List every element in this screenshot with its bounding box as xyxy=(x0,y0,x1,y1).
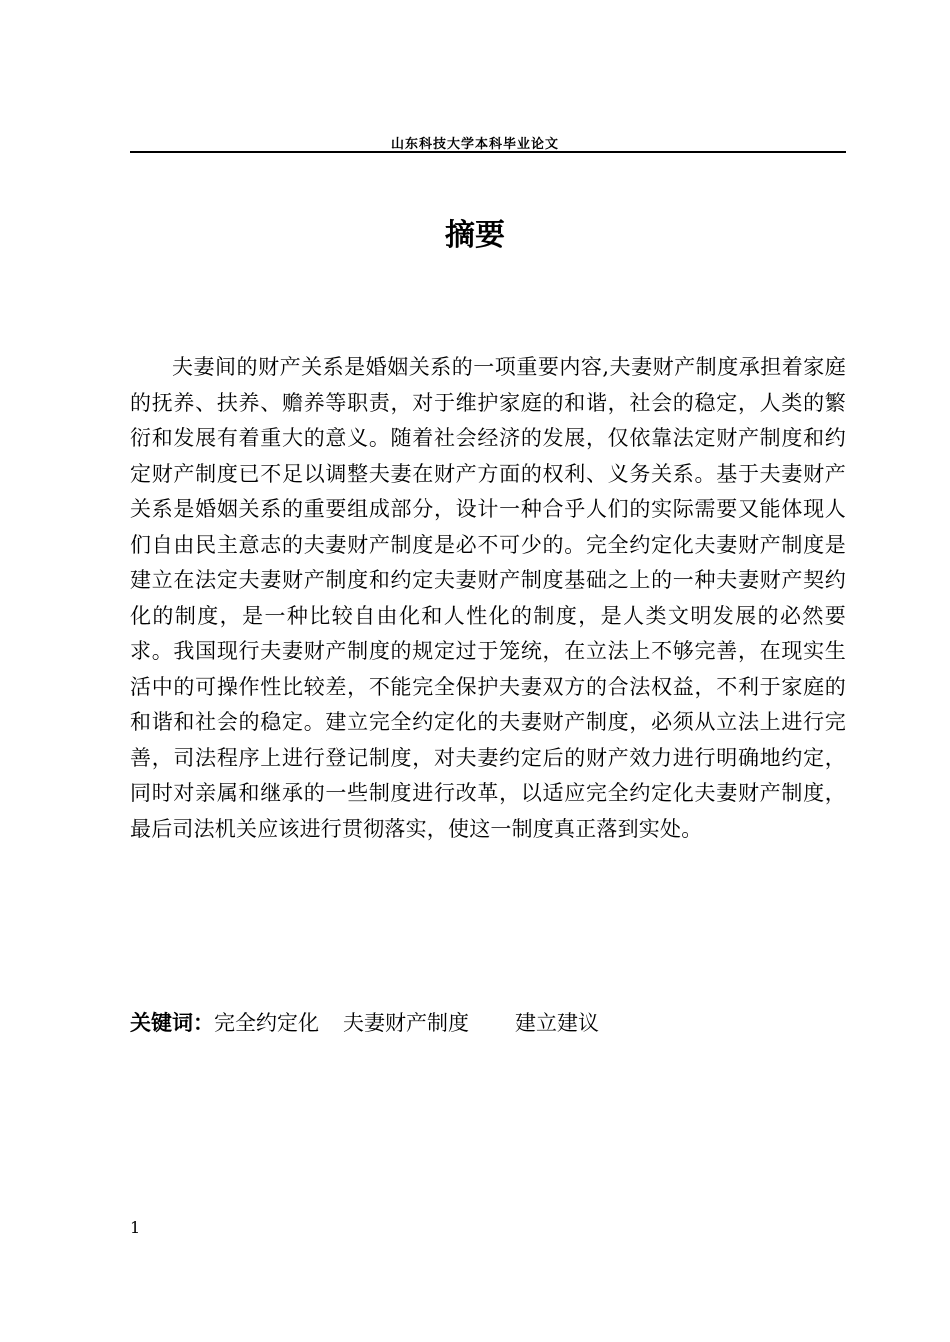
header-rule xyxy=(130,151,846,153)
abstract-body: 夫妻间的财产关系是婚姻关系的一项重要内容,夫妻财产制度承担着家庭的抚养、扶养、赡养等职责，对于维护家庭的和谐，社会的稳定，人类的繁衍和发展有着重大的意义。随着社会经济的发展，仅依靠法定财产制度和约定财产制度已不足以调整夫妻在财产方面的权利、义务关系。基于夫妻财产关系是婚姻关系的重要组成部分，设计一种合乎人们的实际需要又能体现人们自由民主意志的夫妻财产制度是必不可少的。完全约定化夫妻财产制度是建立在法定夫妻财产制度和约定夫妻财产制度基础之上的一种夫妻财产契约化的制度，是一种比较自由化和人性化的制度，是人类文明发展的必然要求。我国现行夫妻财产制度的规定过于笼统，在立法上不够完善，在现实生活中的可操作性比较差，不能完全保护夫妻双方的合法权益，不利于家庭的和谐和社会的稳定。建立完全约定化的夫妻财产制度，必须从立法上进行完善，司法程序上进行登记制度，对夫妻约定后的财产效力进行明确地约定，同时对亲属和继承的一些制度进行改革，以适应完全约定化夫妻财产制度，最后司法机关应该进行贯彻落实，使这一制度真正落到实处。 xyxy=(130,355,846,841)
keywords-line xyxy=(130,1008,599,1038)
page-number: 1 xyxy=(130,1218,141,1237)
running-header: 山东科技大学本科毕业论文 xyxy=(390,137,559,152)
keyword-item: 夫妻财产制度 xyxy=(343,1011,469,1035)
keywords-label: 关键词： xyxy=(130,1011,214,1035)
keyword-item: 建立建议 xyxy=(515,1011,599,1035)
keyword-item: 完全约定化 xyxy=(214,1011,319,1035)
abstract-heading: 摘要 xyxy=(445,218,505,253)
